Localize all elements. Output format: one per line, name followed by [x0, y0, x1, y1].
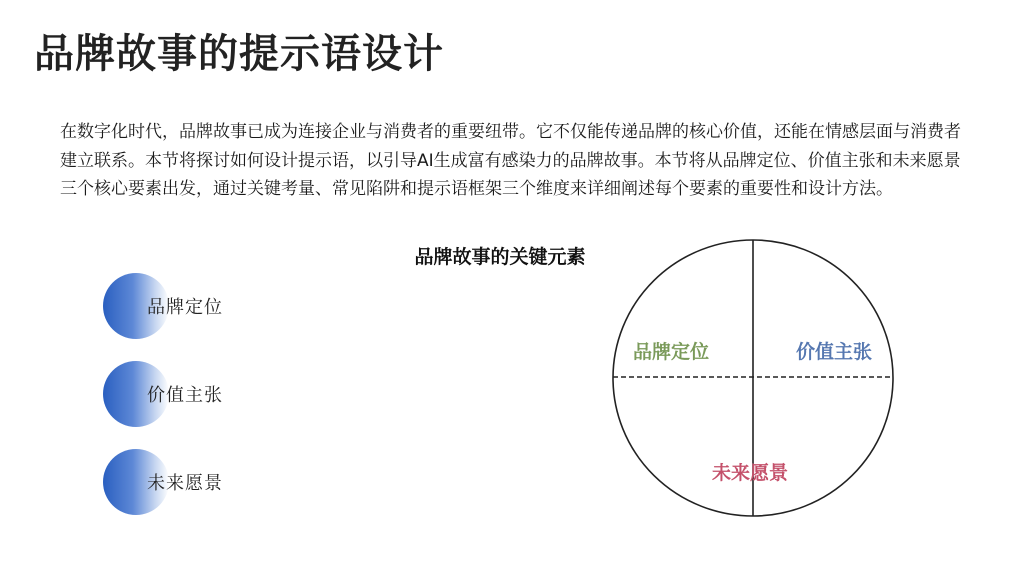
- diagram-title: 品牌故事的关键元素: [414, 246, 586, 268]
- element-label: 品牌定位: [147, 297, 223, 318]
- element-item-future-vision: [103, 449, 303, 515]
- quadrant-label-brand-positioning: 品牌定位: [633, 341, 710, 363]
- element-label: 未来愿景: [147, 473, 223, 494]
- page-title: 品牌故事的提示语设计: [34, 31, 444, 77]
- element-item-brand-positioning: [103, 273, 303, 339]
- quadrant-label-value-proposition: 价值主张: [796, 341, 873, 363]
- intro-paragraph: 在数字化时代，品牌故事已成为连接企业与消费者的重要纽带。它不仅能传递品牌的核心价值，还能在情感层面与消费者建立联系。本节将探讨如何设计提示语，以引导AI生成富有感染力的品牌故事。本节将从品牌定位、价值主张和未来愿景三个核心要素出发，通过关键考量、常见陷阱和提示语框架三个维度来详细阐述每个要素的重要性和设计方法。: [60, 122, 961, 199]
- quadrant-label-future-vision: 未来愿景: [712, 462, 789, 484]
- element-label: 价值主张: [147, 385, 223, 406]
- element-item-value-proposition: [103, 361, 303, 427]
